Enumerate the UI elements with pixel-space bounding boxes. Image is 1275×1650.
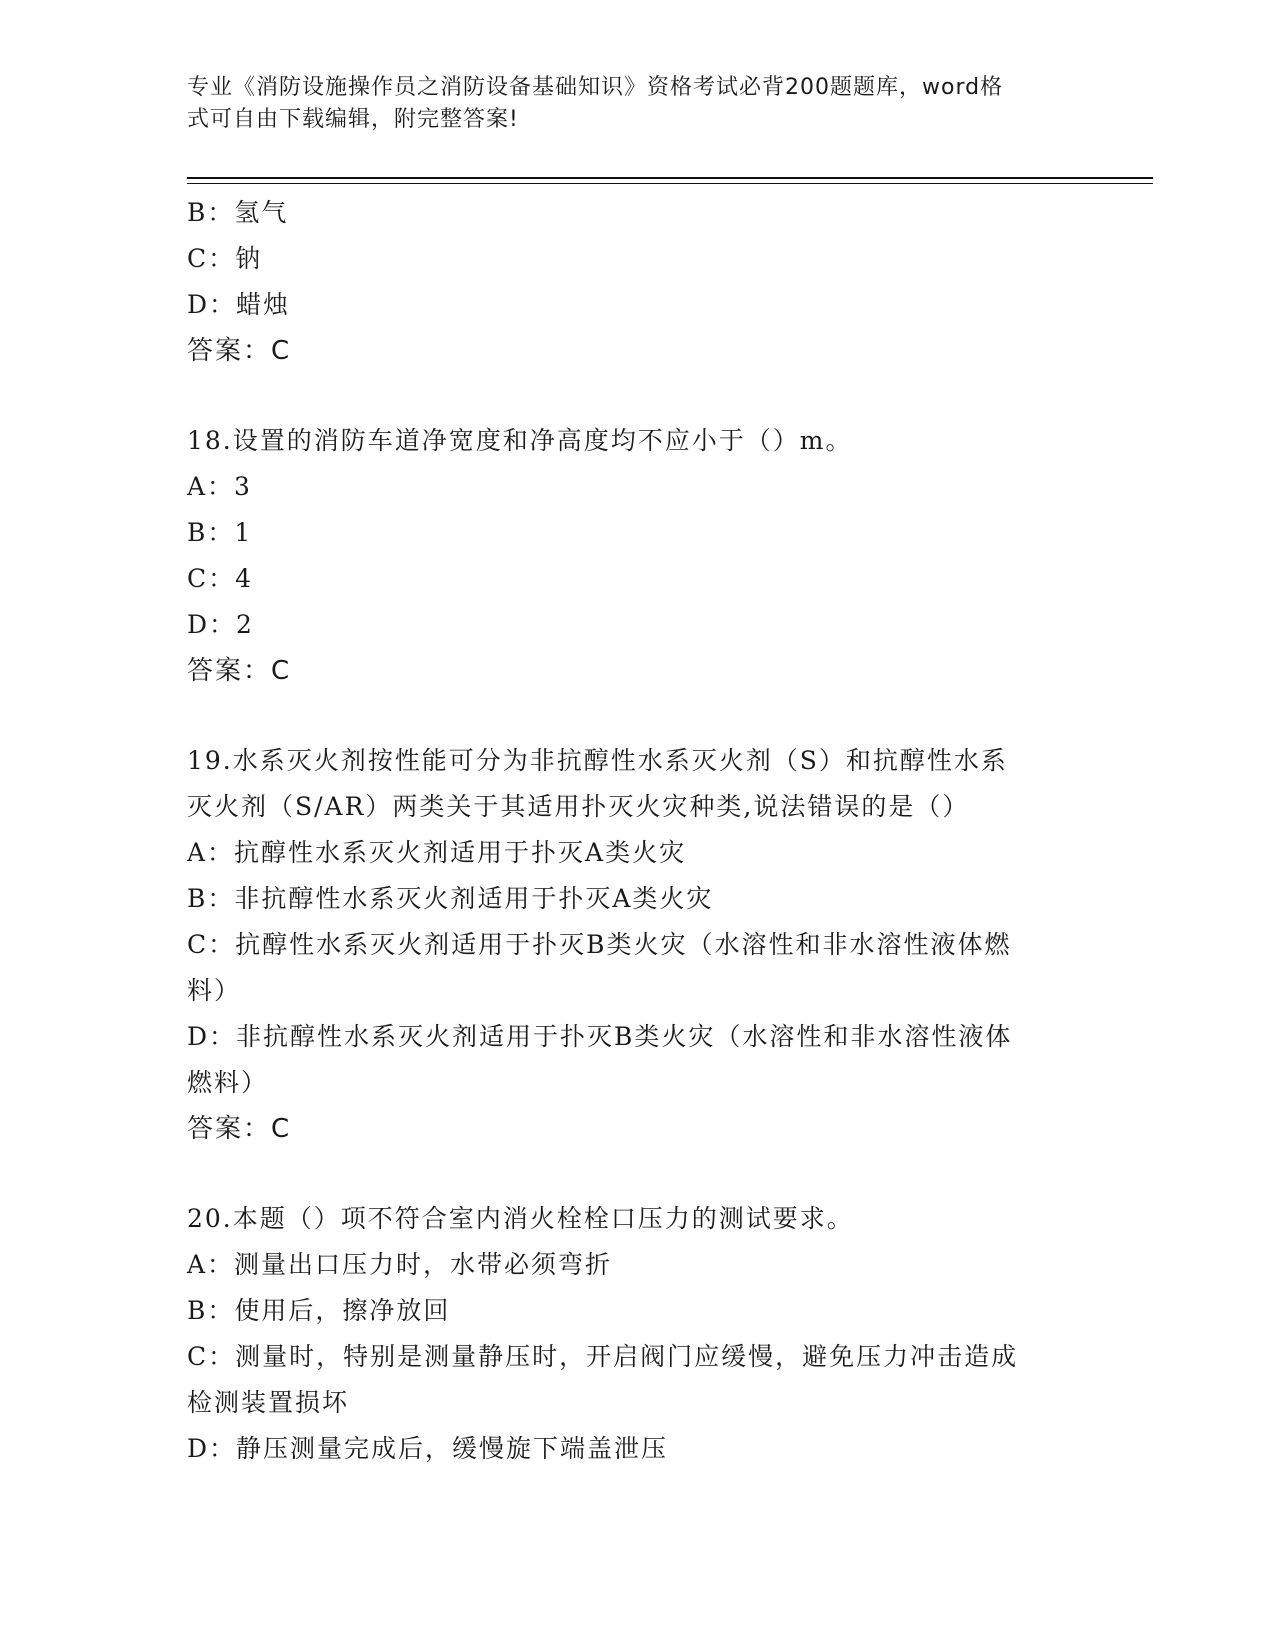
header-line-2: 式可自由下载编辑，附完整答案! — [187, 107, 519, 132]
option-a: A：抗醇性水系灭火剂适用于扑灭A类火灾 — [187, 838, 687, 867]
option-a: A：测量出口压力时，水带必须弯折 — [187, 1250, 613, 1279]
option-c: C：4 — [187, 564, 254, 593]
option-c-line-2: 检测装置损坏 — [187, 1388, 350, 1417]
option-b: B：1 — [187, 518, 253, 547]
question-stem-line-2: 灭火剂（S/AR）两类关于其适用扑灭火灾种类,说法错误的是（） — [187, 792, 970, 821]
option-d-line-1: D：非抗醇性水系灭火剂适用于扑灭B类火灾（水溶性和非水溶性液体 — [187, 1022, 1013, 1051]
header-divider-thick — [187, 177, 1153, 179]
answer: 答案：C — [187, 1114, 292, 1144]
spacer — [187, 694, 1087, 738]
question-content — [187, 190, 1087, 1472]
header-divider-thin — [187, 183, 1153, 184]
option-a: A：3 — [187, 472, 252, 501]
option-d: D：静压测量完成后，缓慢旋下端盖泄压 — [187, 1434, 669, 1463]
spacer — [187, 1152, 1087, 1196]
question-stem-line-1: 19.水系灭火剂按性能可分为非抗醇性水系灭火剂（S）和抗醇性水系 — [187, 746, 1008, 775]
option-c-line-1: C：抗醇性水系灭火剂适用于扑灭B类火灾（水溶性和非水溶性液体燃 — [187, 930, 1012, 959]
question-20 — [187, 1196, 1087, 1472]
spacer — [187, 374, 1087, 418]
option-c-line-2: 料） — [187, 976, 242, 1005]
option-c-line-1: C：测量时，特别是测量静压时，开启阀门应缓慢，避免压力冲击造成 — [187, 1342, 1019, 1371]
question-17-tail — [187, 190, 1087, 374]
answer: 答案：C — [187, 656, 292, 686]
answer: 答案：C — [187, 336, 292, 366]
question-19 — [187, 738, 1087, 1152]
option-d-line-2: 燃料） — [187, 1068, 269, 1097]
question-stem: 20.本题（）项不符合室内消火栓栓口压力的测试要求。 — [187, 1204, 854, 1233]
option-b: B：非抗醇性水系灭火剂适用于扑灭A类火灾 — [187, 884, 714, 913]
question-stem: 18.设置的消防车道净宽度和净高度均不应小于（）m。 — [187, 426, 853, 455]
option-d: D：2 — [187, 610, 254, 639]
document-header — [187, 72, 1067, 136]
option-c: C：钠 — [187, 244, 263, 273]
option-b: B：使用后，擦净放回 — [187, 1296, 451, 1325]
header-line-1: 专业《消防设施操作员之消防设备基础知识》资格考试必背200题题库，word格 — [187, 75, 1004, 100]
option-d: D：蜡烛 — [187, 290, 291, 319]
option-b: B：氢气 — [187, 198, 289, 227]
question-18 — [187, 418, 1087, 694]
